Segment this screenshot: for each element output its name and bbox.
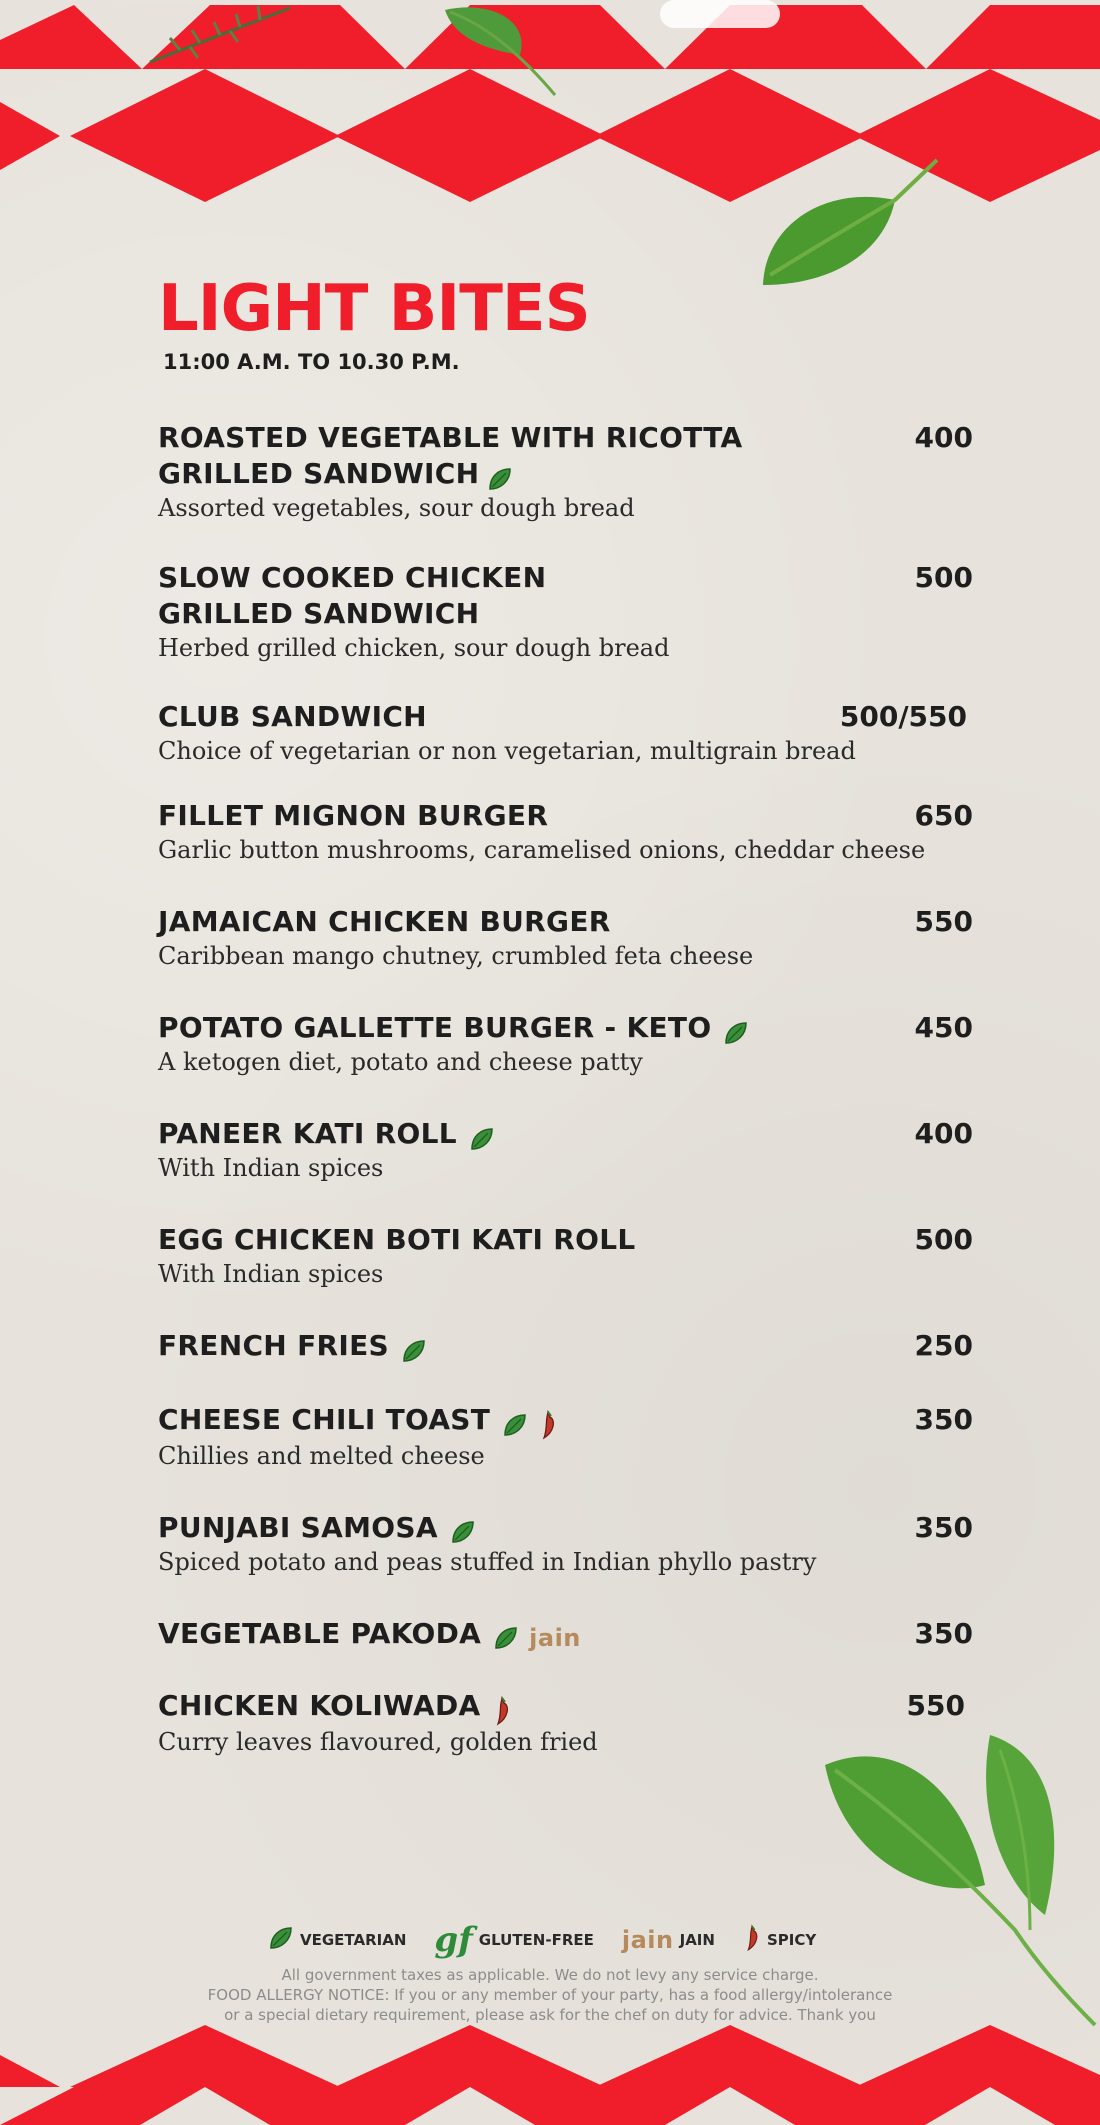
vegetarian-leaf-icon — [502, 1412, 528, 1438]
item-price: 550 — [914, 905, 973, 938]
tax-note: All government taxes as applicable. We do not levy any service charge. — [281, 1966, 819, 1984]
item-description: With Indian spices — [158, 1260, 384, 1288]
item-name: SLOW COOKED CHICKEN GRILLED SANDWICH — [158, 561, 547, 630]
vegetarian-leaf-icon — [450, 1519, 476, 1545]
menu-item — [158, 798, 973, 866]
item-name: FILLET MIGNON BURGER — [158, 799, 549, 832]
menu-item — [158, 1616, 973, 1653]
allergy-note: FOOD ALLERGY NOTICE: If you or any member of your party, has a food allergy/intolerance — [207, 1986, 893, 2004]
item-description: Caribbean mango chutney, crumbled feta cheese — [158, 942, 754, 970]
item-price: 650 — [914, 799, 973, 832]
menu-item — [158, 904, 973, 972]
menu-item — [158, 1510, 973, 1578]
vegetarian-leaf-icon — [723, 1020, 749, 1046]
item-name: ROASTED VEGETABLE WITH RICOTTA GRILLED SANDWICH — [158, 421, 743, 490]
item-description: Garlic button mushrooms, caramelised onions, cheddar cheese — [158, 836, 926, 864]
basil-leaf-right-icon — [755, 155, 945, 290]
item-price: 500 — [914, 1223, 973, 1256]
menu-item — [158, 1402, 973, 1472]
item-description: Assorted vegetables, sour dough bread — [158, 494, 635, 522]
menu-item — [158, 1328, 973, 1364]
item-name: PANEER KATI ROLL — [158, 1117, 457, 1150]
item-name: EGG CHICKEN BOTI KATI ROLL — [158, 1223, 636, 1256]
item-description: Herbed grilled chicken, sour dough bread — [158, 634, 670, 662]
legend-label: GLUTEN-FREE — [478, 1931, 594, 1949]
menu-item — [158, 420, 973, 524]
menu-item — [158, 1010, 973, 1078]
item-price: 500 — [914, 561, 973, 594]
vegetarian-leaf-icon — [268, 1925, 294, 1955]
menu-item — [158, 1222, 973, 1290]
item-name: PUNJABI SAMOSA — [158, 1510, 438, 1544]
item-name: CHICKEN KOLIWADA — [158, 1689, 481, 1722]
item-name: JAMAICAN CHICKEN BURGER — [158, 905, 611, 938]
gluten-free-icon: gf — [434, 1920, 473, 1960]
vegetarian-leaf-icon — [401, 1338, 427, 1364]
legend-spicy — [743, 1924, 816, 1956]
item-name: VEGETABLE PAKODA — [158, 1616, 482, 1650]
item-name: FRENCH FRIES — [158, 1329, 389, 1362]
legend-label: VEGETARIAN — [300, 1931, 407, 1949]
item-name: CHEESE CHILI TOAST — [158, 1403, 491, 1436]
spicy-chili-icon — [743, 1924, 761, 1956]
vegetarian-leaf-icon — [469, 1126, 495, 1152]
item-description: A ketogen diet, potato and cheese patty — [158, 1048, 643, 1076]
basil-leaf-top-icon — [430, 0, 570, 100]
vegetarian-leaf-icon — [487, 466, 513, 492]
menu-list — [158, 420, 973, 1758]
jain-icon: jain — [621, 1926, 674, 1954]
jain-icon: jain — [529, 1624, 581, 1652]
item-price: 500/550 — [839, 700, 967, 733]
legend-jain — [622, 1926, 715, 1954]
item-price: 550 — [906, 1689, 965, 1722]
item-name: CLUB SANDWICH — [158, 700, 427, 733]
item-name: POTATO GALLETTE BURGER - KETO — [158, 1011, 712, 1044]
section-title: LIGHT BITES — [158, 272, 590, 346]
item-description: Choice of vegetarian or non vegetarian, multigrain bread — [158, 737, 856, 765]
legend-vegetarian — [268, 1925, 406, 1955]
dietary-legend — [268, 1920, 868, 1960]
service-hours: 11:00 A.M. TO 10.30 P.M. — [163, 350, 460, 374]
item-price: 450 — [914, 1011, 973, 1044]
allergy-note-continued: or a special dietary requirement, please ask for the chef on duty for advice. Thank you — [224, 2006, 876, 2024]
legend-gluten-free — [434, 1920, 594, 1960]
item-description: Curry leaves flavoured, golden fried — [158, 1727, 598, 1756]
item-description: Spiced potato and peas stuffed in Indian phyllo pastry — [158, 1547, 817, 1576]
item-price: 350 — [914, 1510, 973, 1544]
legend-label: SPICY — [766, 1931, 817, 1949]
menu-item — [158, 699, 973, 767]
vegetarian-leaf-icon — [493, 1625, 519, 1651]
legend-label: JAIN — [679, 1931, 715, 1949]
item-price: 250 — [914, 1329, 973, 1362]
spicy-chili-icon — [492, 1696, 512, 1726]
item-price: 400 — [914, 421, 973, 454]
item-description: Chillies and melted cheese — [158, 1441, 485, 1470]
footer-notes — [150, 1965, 950, 2025]
menu-item — [158, 1688, 973, 1758]
item-price: 400 — [914, 1117, 973, 1150]
item-price: 350 — [914, 1616, 973, 1650]
bottom-diamond-band — [0, 2025, 1100, 2125]
menu-item — [158, 1116, 973, 1184]
item-description: With Indian spices — [158, 1154, 384, 1182]
menu-item — [158, 560, 973, 664]
spicy-chili-icon — [538, 1410, 558, 1440]
item-price: 350 — [914, 1403, 973, 1436]
rosemary-sprig-icon — [140, 0, 300, 70]
